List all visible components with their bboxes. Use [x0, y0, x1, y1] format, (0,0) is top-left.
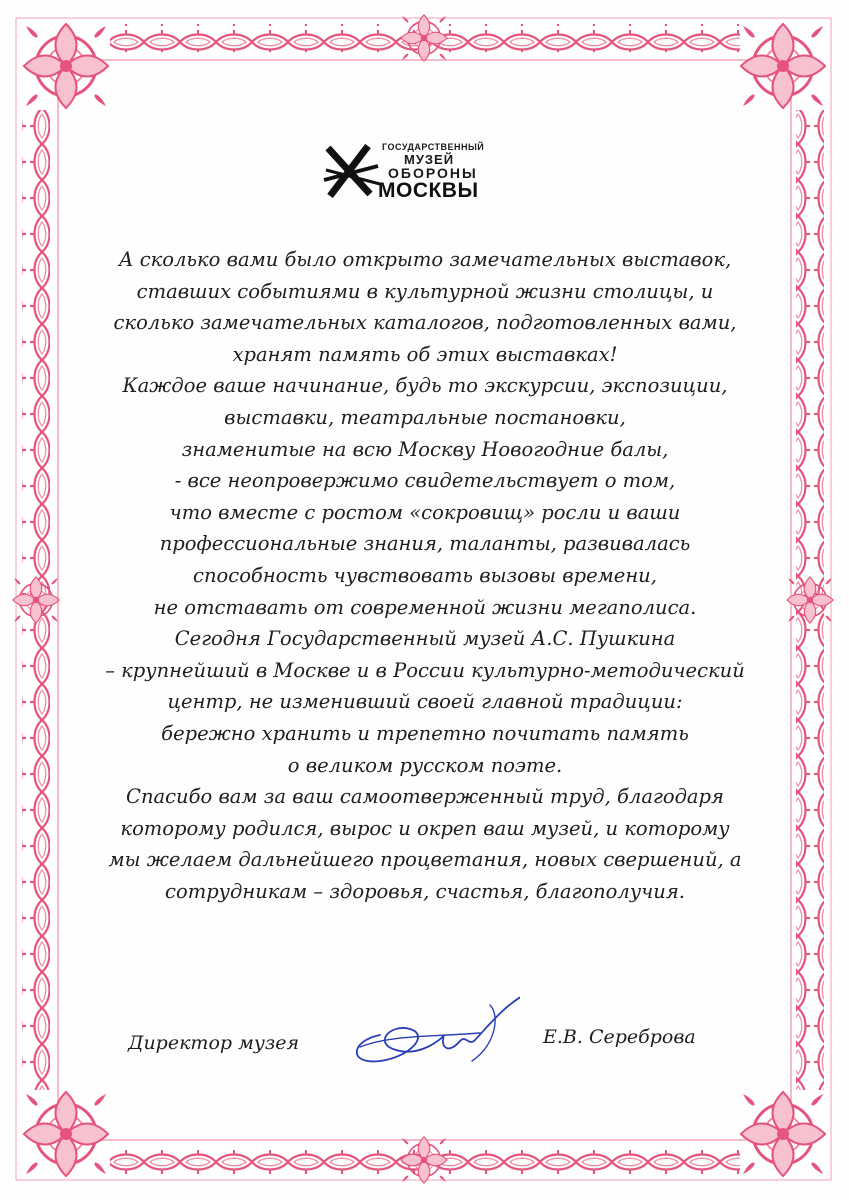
- handwritten-signature: [340, 975, 520, 1085]
- letter-line: - все неопровержимо свидетельствует о том,: [174, 469, 676, 493]
- letter-line: о великом русском поэте.: [287, 753, 563, 777]
- letter-line: способность чувствовать вызовы времени,: [193, 563, 657, 587]
- signatory-name: Е.В. Сереброва: [543, 1026, 696, 1048]
- letter-line: – крупнейший в Москве и в России культурно-методический: [105, 658, 745, 682]
- letter-line: хранят память об этих выставках!: [232, 342, 618, 366]
- letter-line: Сегодня Государственный музей А.С. Пушкина: [174, 627, 676, 651]
- letter-line: сколько замечательных каталогов, подготовленных вами,: [113, 311, 737, 335]
- letter-line: мы желаем дальнейшего процветания, новых свершений, а: [108, 848, 742, 872]
- letter-line: А сколько вами было открыто замечательных выставок,: [118, 248, 732, 271]
- letter-line: Каждое ваше начинание, будь то экскурсии, экспозиции,: [122, 374, 728, 398]
- logo-emblem-icon: [322, 140, 384, 202]
- signatory-title: Директор музея: [128, 1032, 300, 1054]
- logo-line-3: ОБОРОНЫ: [388, 165, 478, 181]
- letter-line: сотрудникам – здоровья, счастья, благополучия.: [165, 879, 685, 903]
- letter-line: бережно хранить и трепетно почитать память: [161, 721, 689, 745]
- logo-line-1: ГОСУДАРСТВЕННЫЙ: [382, 142, 485, 152]
- letter-line: ставших событиями в культурной жизни столицы, и: [136, 279, 714, 303]
- letter-line: Спасибо вам за ваш самоотверженный труд, благодаря: [126, 785, 724, 809]
- letter-line: центр, не изменивший своей главной традиции:: [167, 690, 683, 714]
- letter-line: которому родился, вырос и окреп ваш музей, и которому: [120, 816, 730, 840]
- letter-line: не отставать от современной жизни мегаполиса.: [153, 595, 697, 619]
- letter-line: профессиональные знания, таланты, развивалась: [159, 532, 691, 556]
- museum-logo: [322, 140, 502, 202]
- logo-line-4: МОСКВЫ: [378, 179, 479, 202]
- letter-line: знаменитые на всю Москву Новогодние балы,: [181, 437, 669, 461]
- letter-body: [100, 244, 750, 907]
- letter-line: выставки, театральные постановки,: [224, 405, 626, 429]
- letter-line: что вместе с ростом «сокровищ» росли и ваши: [169, 500, 681, 524]
- logo-line-2: МУЗЕЙ: [404, 152, 455, 167]
